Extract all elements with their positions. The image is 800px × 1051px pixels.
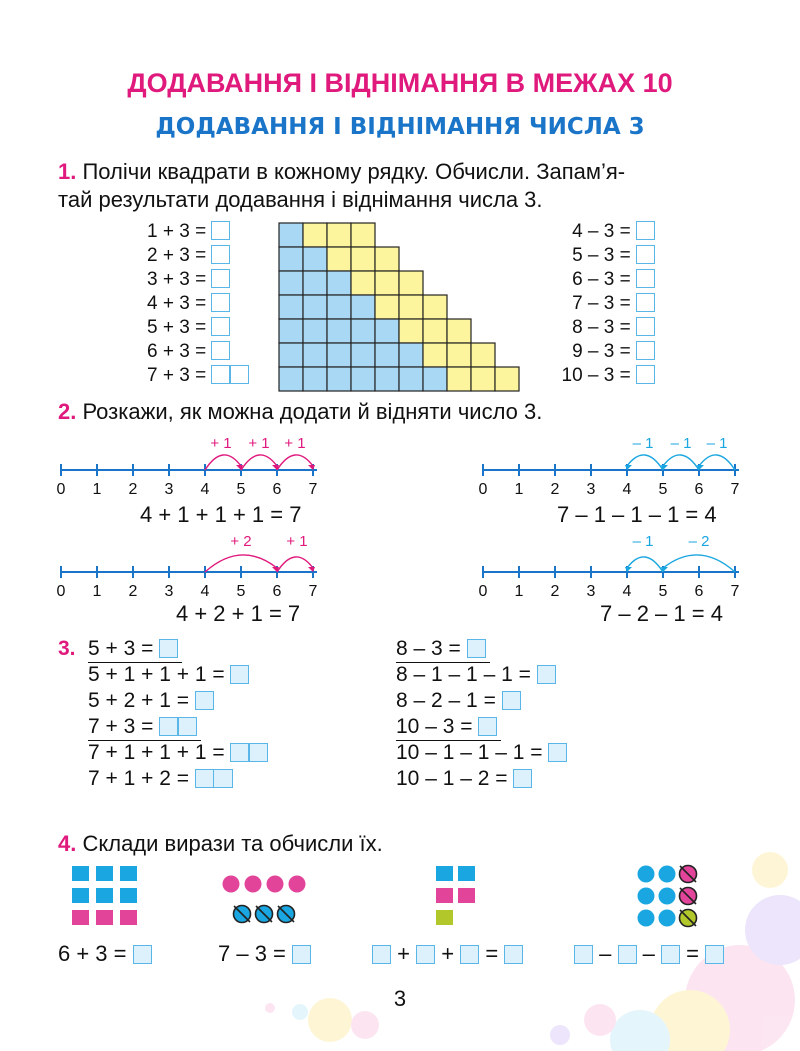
answer-box[interactable] — [195, 691, 214, 710]
nl4-expression: 7 – 2 – 1 = 4 — [600, 601, 723, 626]
tick-label: 5 — [658, 583, 668, 600]
blue-square — [327, 367, 351, 391]
task1-text-line2: тай результати додавання і віднімання числа 3. — [58, 187, 543, 212]
square-group-1 — [72, 866, 142, 932]
number-line-3 — [55, 532, 335, 602]
blue-square — [279, 247, 303, 271]
blue-square — [351, 343, 375, 367]
yellow-square — [423, 343, 447, 367]
blue-square — [279, 223, 303, 247]
blue-square — [303, 367, 327, 391]
answer-box[interactable] — [211, 293, 230, 312]
yellow-square — [375, 295, 399, 319]
answer-box[interactable] — [636, 341, 655, 360]
answer-box[interactable] — [636, 293, 655, 312]
eq-row: 5 + 3 = — [147, 316, 249, 340]
jump-label: + 1 — [284, 435, 306, 452]
eq-row: 4 – 3 = — [542, 220, 655, 244]
jump-label: + 2 — [230, 533, 252, 550]
yellow-square — [447, 367, 471, 391]
tick-label: 3 — [164, 481, 174, 498]
blue-square — [375, 319, 399, 343]
eq-row: 10 – 3 = — [542, 364, 655, 388]
task1-text — [58, 158, 748, 214]
task2-number: 2. — [58, 399, 77, 424]
eq-row: 7 + 3 = — [147, 364, 249, 388]
tick-label: 4 — [200, 481, 210, 498]
answer-box[interactable] — [661, 945, 680, 964]
yellow-square — [423, 319, 447, 343]
yellow-square — [303, 223, 327, 247]
answer-box[interactable] — [133, 945, 152, 964]
eq-row: 7 – 3 = — [542, 292, 655, 316]
answer-box[interactable] — [504, 945, 523, 964]
task4-expr-3: + + = — [372, 940, 523, 968]
yellow-square — [351, 223, 375, 247]
jump-label: + 1 — [210, 435, 232, 452]
yellow-square — [351, 271, 375, 295]
yellow-square — [423, 295, 447, 319]
answer-box[interactable] — [636, 317, 655, 336]
yellow-square — [375, 271, 399, 295]
blue-square — [375, 343, 399, 367]
answer-box[interactable] — [574, 945, 593, 964]
yellow-square — [447, 319, 471, 343]
answer-box[interactable] — [537, 665, 556, 684]
tick-label: 5 — [658, 481, 668, 498]
task3-left: 3. 5 + 3 = 5 + 1 + 1 + 1 = 5 + 2 + 1 = 7 + 3 = 7 + 1 + 1 + 1 = 7 + 1 + 2 = — [58, 636, 268, 792]
blue-square — [351, 295, 375, 319]
tick-label: 3 — [586, 481, 596, 498]
eq-row: 6 – 3 = — [542, 268, 655, 292]
yellow-square — [327, 247, 351, 271]
blue-square — [327, 271, 351, 295]
task3-number: 3. — [58, 637, 76, 660]
answer-box[interactable] — [211, 341, 230, 360]
answer-box[interactable] — [211, 221, 230, 240]
tick-label: 6 — [694, 481, 704, 498]
blue-square — [375, 367, 399, 391]
task4-text: 4. Склади вирази та обчисли їх. — [58, 831, 383, 856]
tick-label: 6 — [272, 481, 282, 498]
task4-expr-1: 6 + 3 = — [58, 940, 152, 968]
task1-square-grid — [278, 222, 520, 392]
answer-box[interactable] — [211, 245, 230, 264]
blue-square — [279, 271, 303, 295]
yellow-square — [375, 247, 399, 271]
yellow-square — [447, 343, 471, 367]
blue-square — [279, 343, 303, 367]
tick-label: 4 — [622, 481, 632, 498]
answer-box-double[interactable] — [230, 743, 268, 762]
blue-square — [327, 295, 351, 319]
yellow-square — [399, 295, 423, 319]
blue-square — [327, 343, 351, 367]
answer-box[interactable] — [292, 945, 311, 964]
answer-box[interactable] — [230, 665, 249, 684]
answer-box[interactable] — [548, 743, 567, 762]
yellow-square — [351, 247, 375, 271]
jump-label: + 1 — [248, 435, 270, 452]
page-number: 3 — [393, 986, 407, 1011]
answer-box-double[interactable] — [195, 769, 233, 788]
number-line-2 — [477, 430, 757, 500]
tick-label: 1 — [92, 481, 102, 498]
answer-box[interactable] — [460, 945, 479, 964]
eq-row: 9 – 3 = — [542, 340, 655, 364]
nl1-expression: 4 + 1 + 1 + 1 = 7 — [140, 502, 302, 527]
eq-row: 6 + 3 = — [147, 340, 249, 364]
eq-row: 5 – 3 = — [542, 244, 655, 268]
answer-box[interactable] — [636, 365, 655, 384]
yellow-square — [399, 271, 423, 295]
blue-square — [303, 319, 327, 343]
blue-square — [303, 271, 327, 295]
blue-square — [303, 295, 327, 319]
answer-box-double[interactable] — [159, 717, 197, 736]
tick-label: 7 — [308, 481, 318, 498]
blue-square — [351, 367, 375, 391]
answer-box[interactable] — [618, 945, 637, 964]
page-subtitle: ДОДАВАННЯ І ВІДНІМАННЯ ЧИСЛА 3 — [155, 114, 645, 140]
tick-label: 0 — [478, 583, 488, 600]
tick-label: 5 — [236, 583, 246, 600]
blue-square — [327, 319, 351, 343]
tick-label: 5 — [236, 481, 246, 498]
answer-box[interactable] — [705, 945, 724, 964]
tick-label: 2 — [128, 481, 138, 498]
answer-box[interactable] — [372, 945, 391, 964]
tick-label: 4 — [200, 583, 210, 600]
tick-label: 3 — [586, 583, 596, 600]
tick-label: 2 — [550, 583, 560, 600]
blue-square — [279, 295, 303, 319]
jump-label: – 2 — [688, 533, 710, 550]
number-line-4 — [477, 532, 757, 602]
answer-box[interactable] — [636, 221, 655, 240]
task1-number: 1. — [58, 159, 77, 184]
eq-row: 3 + 3 = — [147, 268, 249, 292]
answer-box[interactable] — [211, 269, 230, 288]
task1-right-list — [542, 220, 655, 388]
blue-square — [303, 343, 327, 367]
tick-label: 0 — [478, 481, 488, 498]
blue-square — [351, 319, 375, 343]
blue-square — [279, 319, 303, 343]
jump-label: – 1 — [670, 435, 692, 452]
answer-box[interactable] — [513, 769, 532, 788]
yellow-square — [399, 319, 423, 343]
blue-square — [303, 247, 327, 271]
yellow-square — [471, 343, 495, 367]
task1-text-line1: Полічи квадрати в кожному рядку. Обчисли. Запам’я- — [76, 159, 626, 184]
answer-box[interactable] — [159, 639, 178, 658]
answer-box[interactable] — [636, 245, 655, 264]
circle-group-2 — [220, 870, 320, 930]
tick-label: 7 — [308, 583, 318, 600]
tick-label: 6 — [694, 583, 704, 600]
tick-label: 1 — [514, 583, 524, 600]
nl3-expression: 4 + 2 + 1 = 7 — [176, 601, 301, 626]
square-group-3 — [436, 866, 482, 932]
jump-label: + 1 — [286, 533, 308, 550]
answer-box[interactable] — [467, 639, 486, 658]
tick-label: 0 — [56, 583, 66, 600]
answer-box[interactable] — [211, 317, 230, 336]
blue-square — [399, 343, 423, 367]
answer-box[interactable] — [416, 945, 435, 964]
eq-row: 1 + 3 = — [147, 220, 249, 244]
jump-label: – 1 — [632, 533, 654, 550]
tick-label: 2 — [550, 481, 560, 498]
blue-square — [279, 367, 303, 391]
tick-label: 6 — [272, 583, 282, 600]
task4-expr-4: – – = — [574, 940, 724, 968]
task1-left-list — [147, 220, 249, 388]
jump-label: – 1 — [632, 435, 654, 452]
page-title: ДОДАВАННЯ І ВІДНІМАННЯ В МЕЖАХ 10 — [127, 68, 673, 98]
task4-expr-2: 7 – 3 = — [218, 940, 311, 968]
task3-right: 8 – 3 = 8 – 1 – 1 – 1 = 8 – 2 – 1 = 10 – 3 = 10 – 1 – 1 – 1 = 10 – 1 – 2 = — [396, 636, 567, 792]
nl2-expression: 7 – 1 – 1 – 1 = 4 — [557, 502, 717, 527]
jump-label: – 1 — [706, 435, 728, 452]
answer-box[interactable] — [502, 691, 521, 710]
number-line-1 — [55, 430, 335, 500]
tick-label: 1 — [92, 583, 102, 600]
yellow-square — [327, 223, 351, 247]
tick-label: 2 — [128, 583, 138, 600]
answer-box[interactable] — [478, 717, 497, 736]
blue-square — [423, 367, 447, 391]
tick-label: 0 — [56, 481, 66, 498]
tick-label: 7 — [730, 481, 740, 498]
task2-text: 2. Розкажи, як можна додати й відняти число 3. — [58, 399, 543, 424]
tick-label: 4 — [622, 583, 632, 600]
task4-number: 4. — [58, 831, 77, 856]
yellow-square — [495, 367, 519, 391]
yellow-square — [471, 367, 495, 391]
answer-box-double[interactable] — [211, 365, 249, 384]
eq-row: 2 + 3 = — [147, 244, 249, 268]
tick-label: 1 — [514, 481, 524, 498]
eq-row: 4 + 3 = — [147, 292, 249, 316]
blue-square — [399, 367, 423, 391]
tick-label: 7 — [730, 583, 740, 600]
answer-box[interactable] — [636, 269, 655, 288]
circle-group-4 — [636, 864, 706, 934]
tick-label: 3 — [164, 583, 174, 600]
eq-row: 8 – 3 = — [542, 316, 655, 340]
